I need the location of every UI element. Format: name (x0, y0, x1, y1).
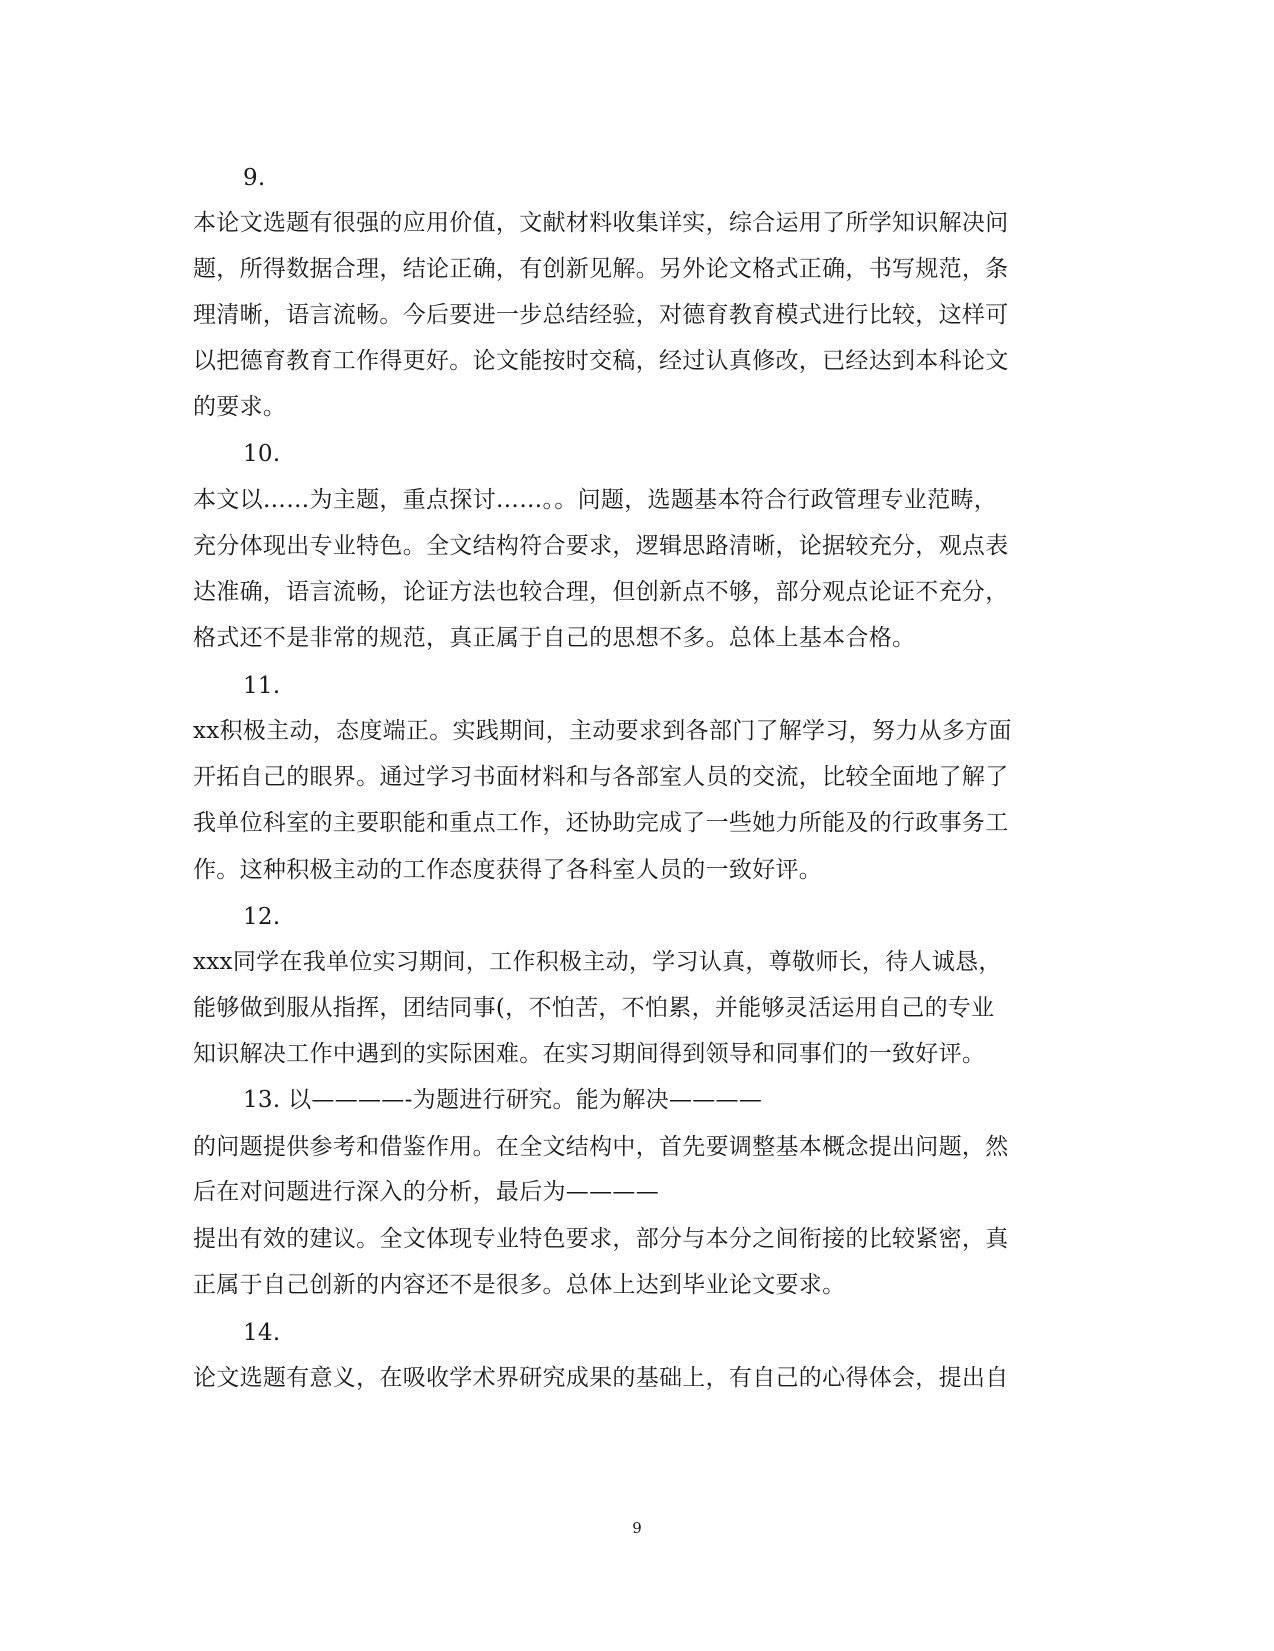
body-line: 我单位科室的主要职能和重点工作，还协助完成了一些她力所能及的行政事务工 (193, 810, 1009, 836)
body-line: 本文以……为主题，重点探讨……。。问题，选题基本符合行政管理专业范畴， (193, 487, 997, 513)
body-line: xx积极主动，态度端正。实践期间，主动要求到各部门了解学习，努力从多方面 (193, 718, 1012, 744)
body-line: 的要求。 (193, 394, 287, 420)
body-line: 论文选题有意义，在吸收学术界研究成果的基础上，有自己的心得体会，提出自 (193, 1365, 1009, 1391)
body-line: 以把德育教育工作得更好。论文能按时交稿，经过认真修改，已经达到本科论文 (193, 348, 1009, 374)
item-number: 9. (243, 165, 266, 191)
body-line: 充分体现出专业特色。全文结构符合要求，逻辑思路清晰，论据较充分，观点表 (193, 533, 1009, 559)
item-number: 13. 以————-为题进行研究。能为解决———— (243, 1087, 763, 1113)
item-number: 12. (243, 904, 281, 930)
body-line: 理清晰，语言流畅。今后要进一步总结经验，对德育教育模式进行比较，这样可 (193, 302, 1009, 328)
body-line: 开拓自己的眼界。通过学习书面材料和与各部室人员的交流，比较全面地了解了 (193, 764, 1009, 790)
item-number: 14. (243, 1320, 281, 1346)
body-line: 能够做到服从指挥，团结同事(，不怕苦，不怕累，并能够灵活运用自己的专业 (193, 995, 995, 1021)
body-line: xxx同学在我单位实习期间，工作积极主动，学习认真，尊敬师长，待人诚恳， (193, 949, 1002, 975)
page-number: 9 (632, 1519, 642, 1537)
item-number: 11. (243, 673, 281, 699)
body-line: 达准确，语言流畅，论证方法也较合理，但创新点不够，部分观点论证不充分， (193, 579, 1009, 605)
body-line: 作。这种积极主动的工作态度获得了各科室人员的一致好评。 (193, 857, 823, 883)
body-line: 提出有效的建议。全文体现专业特色要求，部分与本分之间衔接的比较紧密，真 (193, 1226, 1009, 1252)
body-line: 本论文选题有很强的应用价值，文献材料收集详实，综合运用了所学知识解决问 (193, 210, 1009, 236)
body-line: 知识解决工作中遇到的实际困难。在实习期间得到领导和同事们的一致好评。 (193, 1041, 986, 1067)
body-line: 后在对问题进行深入的分析，最后为———— (193, 1179, 659, 1205)
body-line: 题，所得数据合理，结论正确，有创新见解。另外论文格式正确，书写规范，条 (193, 256, 1009, 282)
item-number: 10. (243, 441, 281, 467)
body-line: 格式还不是非常的规范，真正属于自己的思想不多。总体上基本合格。 (193, 625, 916, 651)
body-line: 的问题提供参考和借鉴作用。在全文结构中，首先要调整基本概念提出问题，然 (193, 1134, 1009, 1160)
body-line: 正属于自己创新的内容还不是很多。总体上达到毕业论文要求。 (193, 1272, 846, 1298)
